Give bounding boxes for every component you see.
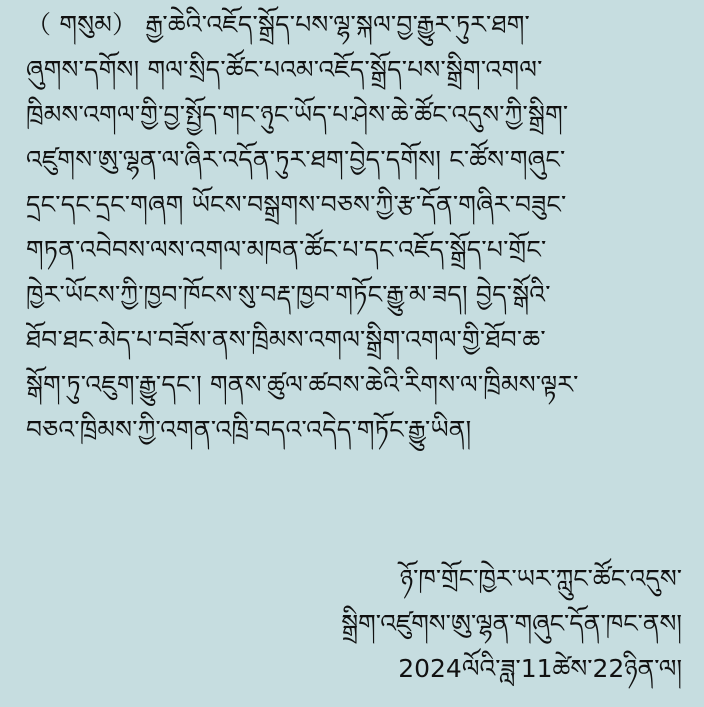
issue-date: 2024ལོའི་ཟླ་11ཚེས་22ཉིན་ལ། — [398, 654, 682, 683]
body-line-6: གཏན་འབེབས་ལས་འགལ་མཁན་ཚོང་པ་དང་འཇོད་སྒྲོད་པ་གྲོང་ — [26, 235, 547, 264]
body-line-4: འཛུགས་ཨུ་ལྷན་ལ་ཞིར་འདོན་ཏུར་ཐག་བྱེད་དགོས། ང་ཚོས་གཞུང་ — [26, 145, 566, 174]
body-line-10: བཅའ་ཁྲིམས་ཀྱི་འགན་འཁྲི་བདའ་འདེད་གཏོང་རྒྱུ་ཡིན། — [26, 415, 472, 444]
body-line-2: ཞུགས་དགོས། གལ་སྲིད་ཚོང་པའམ་འཇོད་སྒྲོད་པས་སྒྲིག་འགལ་ — [26, 55, 543, 84]
body-line-8: ཐོབ་ཐང་མེད་པ་བཟོས་ནས་ཁྲིམས་འགལ་སྒྲིག་འགལ་གྱི་ཐོབ་ཆ་ — [26, 325, 546, 354]
notice-body — [26, 2, 694, 452]
body-line-9: སྒོག་ཏུ་འཇུག་རྒྱུ་དང་། གནས་ཚུལ་ཚབས་ཆེའི་རིགས་ལ་ཁྲིམས་ལྟར་ — [26, 370, 579, 399]
body-line-7: ཁྱེར་ཡོངས་ཀྱི་ཁྱབ་ཁོངས་སུ་བརྡ་ཁྱབ་གཏོང་རྒྱུ་མ་ཟད། བྱེད་སྒོའི་ — [26, 280, 551, 309]
body-line-3: ཁྲིམས་འགལ་གྱི་བྱ་སྤྱོད་གང་ཉུང་ཡོད་པ་ཤེས་ཆེ་ཚོང་འདུས་ཀྱི་སྒྲིག་ — [26, 100, 569, 129]
signature-block — [341, 556, 682, 691]
issuing-office: སྒྲིག་འཛུགས་ཨུ་ལྷན་གཞུང་དོན་ཁང་ནས། — [341, 609, 682, 638]
body-line-5: དྲང་དང་དྲང་གཞག ཡོངས་བསྒྲགས་བཅས་ཀྱི་རྩ་དོན་གཞིར་བཟུང་ — [26, 190, 567, 219]
body-line-1: （ གསུམ） རྒྱ་ཆེའི་འཇོད་སྒྲོད་པས་ལྷ་སྐལ་བྱ་རྒྱུར་ཏུར་ཐག་ — [26, 10, 530, 39]
issuing-organization: ཉོ་ཁ་གྲོང་ཁྱེར་ཡར་ཀླུང་ཚོང་འདུས་ — [399, 564, 682, 593]
